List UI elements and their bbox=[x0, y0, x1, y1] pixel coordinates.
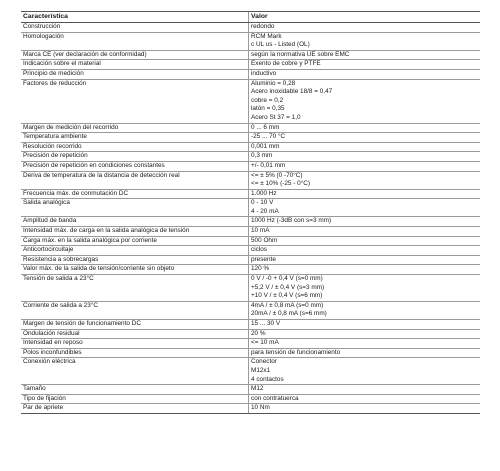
table-row bbox=[21, 143, 480, 153]
value-line: c UL us - Listed (OL) bbox=[251, 41, 310, 49]
value-line: 10 Nm bbox=[251, 404, 270, 412]
value-line: inductivo bbox=[251, 69, 277, 77]
row-label: Tipo de fijación bbox=[21, 395, 249, 404]
value-line: 0 V / -0 + 0,4 V (s=0 mm) bbox=[251, 275, 323, 283]
row-value bbox=[249, 275, 480, 301]
row-label: Deriva de temperatura de la distancia de detección real bbox=[21, 172, 249, 189]
value-line: 0 ... 6 mm bbox=[251, 123, 280, 131]
row-value bbox=[249, 143, 480, 152]
table-header bbox=[21, 11, 480, 23]
row-label: Tamaño bbox=[21, 385, 249, 394]
row-label: Corriente de salida a 23°C bbox=[21, 302, 249, 319]
row-label: Margen de medición del recorrido bbox=[21, 124, 249, 133]
row-label: Resistencia a sobrecargas bbox=[21, 256, 249, 265]
value-line: 120 % bbox=[251, 265, 270, 273]
row-value bbox=[249, 265, 480, 274]
table-row bbox=[21, 51, 480, 61]
row-value bbox=[249, 23, 480, 32]
value-line: 1000 Hz (-3dB con s=3 mm) bbox=[251, 217, 332, 225]
table-row bbox=[21, 237, 480, 247]
table-body bbox=[21, 23, 480, 414]
table-row bbox=[21, 199, 480, 217]
table-row bbox=[21, 385, 480, 395]
row-value bbox=[249, 330, 480, 339]
row-label: Temperatura ambiente bbox=[21, 133, 249, 142]
table-row bbox=[21, 246, 480, 256]
value-line: Aluminio = 0,28 bbox=[251, 79, 296, 87]
row-value bbox=[249, 404, 480, 413]
value-line: +5,2 V / ± 0,4 V (s=3 mm) bbox=[251, 283, 325, 291]
table-row bbox=[21, 217, 480, 227]
value-line: RCM Mark bbox=[251, 32, 282, 40]
row-value bbox=[249, 349, 480, 358]
row-value bbox=[249, 190, 480, 199]
row-label: Principio de medición bbox=[21, 70, 249, 79]
table-row bbox=[21, 330, 480, 340]
value-line: Conector bbox=[251, 358, 277, 366]
row-value bbox=[249, 358, 480, 384]
row-value bbox=[249, 385, 480, 394]
row-label: Factores de reducción bbox=[21, 80, 249, 123]
value-line: <= 10 mA bbox=[251, 339, 279, 347]
table-row bbox=[21, 395, 480, 405]
table-row bbox=[21, 404, 480, 414]
value-line: +10 V / ± 0,4 V (s=6 mm) bbox=[251, 292, 323, 300]
table-row bbox=[21, 33, 480, 51]
row-label: Anticortocircuitaje bbox=[21, 246, 249, 255]
value-line: con contratuerca bbox=[251, 394, 299, 402]
row-label: Salida analógica bbox=[21, 199, 249, 216]
row-value bbox=[249, 162, 480, 171]
row-label: Tensión de salida a 23°C bbox=[21, 275, 249, 301]
row-label: Intensidad en reposo bbox=[21, 339, 249, 348]
row-value bbox=[249, 227, 480, 236]
row-value bbox=[249, 80, 480, 123]
row-label: Frecuencia máx. de conmutación DC bbox=[21, 190, 249, 199]
row-label: Indicación sobre el material bbox=[21, 60, 249, 69]
row-value bbox=[249, 256, 480, 265]
value-line: según la normativa UE sobre EMC bbox=[251, 50, 350, 58]
spec-table bbox=[21, 11, 480, 414]
table-row bbox=[21, 339, 480, 349]
row-value bbox=[249, 199, 480, 216]
table-row bbox=[21, 302, 480, 320]
value-line: 15 ... 30 V bbox=[251, 320, 281, 327]
value-line: 20mA / ± 0,8 mA (s=6 mm) bbox=[251, 310, 327, 318]
value-line: latón = 0,35 bbox=[251, 105, 285, 113]
value-line: M12 bbox=[251, 385, 264, 393]
row-value bbox=[249, 246, 480, 255]
row-label: Par de apriete bbox=[21, 404, 249, 413]
value-line: 4 contactos bbox=[251, 375, 284, 383]
value-line: ciclos bbox=[251, 246, 267, 254]
row-value bbox=[249, 395, 480, 404]
header-characteristic: Característica bbox=[21, 12, 249, 22]
value-line: 500 Ohm bbox=[251, 236, 278, 244]
value-line: +/- 0,01 mm bbox=[251, 161, 286, 169]
value-line: 10 mA bbox=[251, 227, 270, 235]
value-line: presente bbox=[251, 255, 276, 263]
row-label: Marca CE (ver declaración de conformidad) bbox=[21, 51, 249, 60]
table-row bbox=[21, 152, 480, 162]
row-label: Homologación bbox=[21, 33, 249, 50]
header-value: Valor bbox=[251, 13, 268, 20]
row-label: Polos inconfundibles bbox=[21, 349, 249, 358]
row-value bbox=[249, 152, 480, 161]
table-row bbox=[21, 124, 480, 134]
value-line: 0,001 mm bbox=[251, 142, 280, 150]
value-line: 20 % bbox=[251, 329, 266, 337]
table-row bbox=[21, 358, 480, 385]
table-row bbox=[21, 227, 480, 237]
row-label: Conexión eléctrica bbox=[21, 358, 249, 384]
row-label: Valor máx. de la salida de tensión/corriente sin objeto bbox=[21, 265, 249, 274]
table-row bbox=[21, 275, 480, 302]
row-value bbox=[249, 302, 480, 319]
row-label: Resolución recorrido bbox=[21, 143, 249, 152]
row-value bbox=[249, 172, 480, 189]
row-value bbox=[249, 339, 480, 348]
value-line: 1.000 Hz bbox=[251, 189, 277, 197]
row-label: Margen de tensión de funcionamiento DC bbox=[21, 320, 249, 329]
table-row bbox=[21, 320, 480, 330]
value-line: -25 ... 70 °C bbox=[251, 133, 286, 141]
row-value bbox=[249, 33, 480, 50]
row-value bbox=[249, 217, 480, 226]
value-line: <= ± 5% (0 -70°C) bbox=[251, 171, 303, 179]
table-row bbox=[21, 80, 480, 124]
value-line: redondo bbox=[251, 23, 275, 30]
value-line: M12x1 bbox=[251, 366, 271, 374]
table-row bbox=[21, 70, 480, 80]
table-row bbox=[21, 162, 480, 172]
row-label: Ondulación residual bbox=[21, 330, 249, 339]
value-line: Acero inoxidable 18/8 = 0,47 bbox=[251, 88, 333, 96]
row-value bbox=[249, 237, 480, 246]
value-line: 4 - 20 mA bbox=[251, 207, 279, 215]
row-value bbox=[249, 320, 480, 329]
value-line: para tensión de funcionamiento bbox=[251, 348, 341, 356]
row-value bbox=[249, 70, 480, 79]
row-value bbox=[249, 51, 480, 60]
row-value bbox=[249, 133, 480, 142]
row-label: Carga máx. en la salida analógica por corriente bbox=[21, 237, 249, 246]
table-row bbox=[21, 349, 480, 359]
value-line: 0 - 10 V bbox=[251, 199, 274, 207]
row-value bbox=[249, 124, 480, 133]
row-label: Intensidad máx. de carga en la salida analógica de tensión bbox=[21, 227, 249, 236]
table-row bbox=[21, 60, 480, 70]
value-line: 4mA / ± 0,8 mA (s=0 mm) bbox=[251, 301, 324, 309]
value-line: Acero St 37 = 1,0 bbox=[251, 113, 301, 121]
table-row bbox=[21, 256, 480, 266]
row-value bbox=[249, 60, 480, 69]
table-row bbox=[21, 172, 480, 190]
table-row bbox=[21, 23, 480, 33]
row-label: Construcción bbox=[21, 23, 249, 32]
value-line: Exento de cobre y PTFE bbox=[251, 60, 321, 68]
row-label: Precisión de repetición bbox=[21, 152, 249, 161]
value-line: <= ± 10% (-25 - 0°C) bbox=[251, 180, 310, 188]
row-label: Precisión de repetición en condiciones constantes bbox=[21, 162, 249, 171]
row-label: Amplitud de banda bbox=[21, 217, 249, 226]
value-line: cobre = 0,2 bbox=[251, 96, 284, 104]
table-row bbox=[21, 133, 480, 143]
table-row bbox=[21, 190, 480, 200]
table-row bbox=[21, 265, 480, 275]
value-line: 0,3 mm bbox=[251, 152, 273, 160]
